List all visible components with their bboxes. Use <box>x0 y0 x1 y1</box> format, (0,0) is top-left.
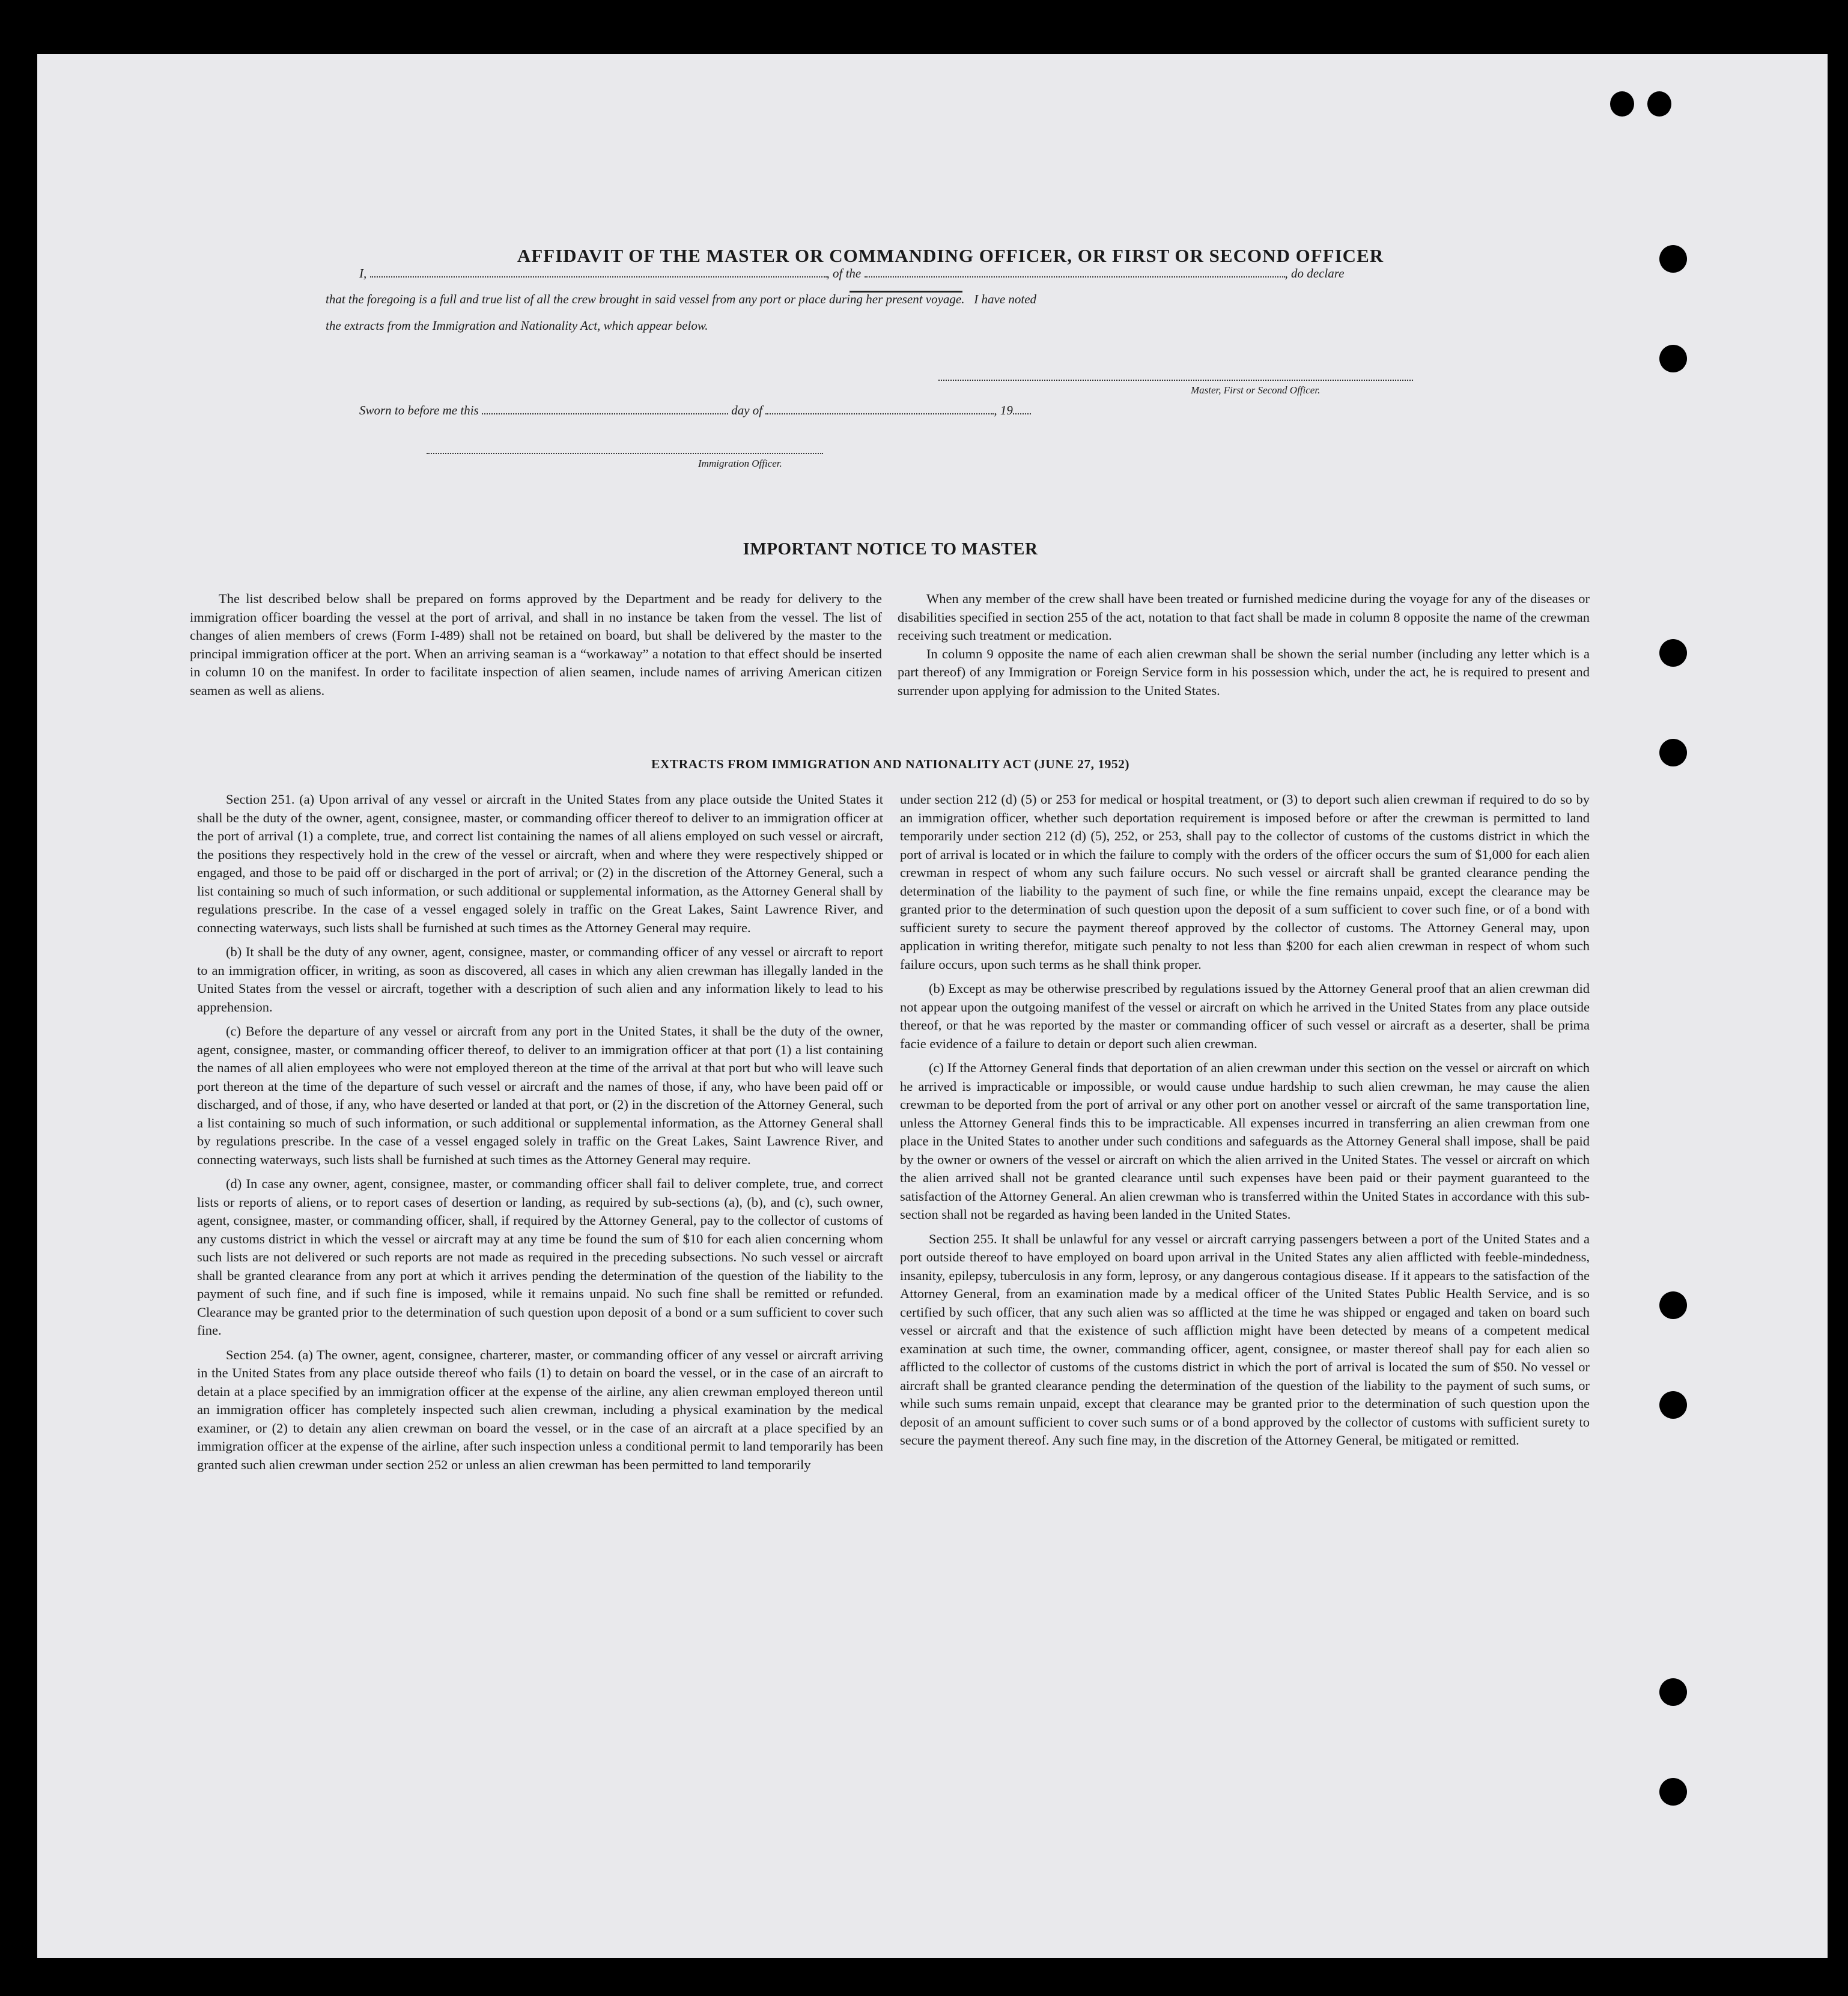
section-254-a-continued: under section 212 (d) (5) or 253 for medical or hospital treatment, or (3) to deport such alien crewman if required to do so by an immigration officer, whether such deportation requirement is imposed before or after the crewman is permitted to land temporarily under section 212 (d) (5), 252, or 253, shall pay to the collector of customs of the customs district in which the port of arrival is located or in which the failure to comply with the orders of the officer occurs the sum of $1,000 for each alien crewman in respect of whom any such failure occurs. No such vessel or aircraft shall be granted clearance pending the determination of the liability to the payment of such fine, or while the fine remains unpaid, except the clearance may be granted prior to the determination of such question upon the deposit of a sum sufficient to cover such fine, or of a bond with sufficient surety to secure the payment thereof approved by the collector of customs. The Attorney General may, upon application in writing therefor, mitigate such penalty to not less than $200 for each alien crewman in respect of whom such failure occurs, upon such terms as he shall think proper. <box>900 792 1590 972</box>
punch-hole <box>1647 91 1671 117</box>
section-254-c: (c) If the Attorney General finds that deportation of an alien crewman under this section on the vessel or aircraft on which he arrived is impracticable or impossible, or would cause undue hardship to such alien crewman, he may cause the alien crewman to be deported from the port of arrival or any other port on another vessel or aircraft of the same transportation line, unless the Attorney General finds this to be impracticable. All expenses incurred in transferring an alien crewman from one place in the United States to another under such conditions and safeguards as the Attorney General shall impose, shall be paid by the owner or owners of the vessel or aircraft on which the alien arrived in the United States. The vessel or aircraft on which the alien arrived shall not be granted clearance until such expenses have been paid or their payment guaranteed to the satisfaction of the Attorney General. An alien crewman who is transferred within the United States in accordance with this sub-section shall not be regarded as having been landed in the United States. <box>900 1060 1590 1222</box>
affidavit-i: I, <box>359 266 367 281</box>
affidavit-declare: , do declare <box>1284 266 1345 281</box>
affidavit-line-1 <box>359 265 1459 281</box>
punch-hole <box>1659 1778 1687 1806</box>
affidavit-title: AFFIDAVIT OF THE MASTER OR COMMANDING OFFICER, OR FIRST OR SECOND OFFICER <box>517 245 1384 266</box>
day-of-label: day of <box>731 403 763 417</box>
master-signature-line[interactable] <box>938 380 1413 381</box>
punch-hole <box>1659 1391 1687 1419</box>
notice-left-paragraph: The list described below shall be prepared on forms approved by the Department and be ready for delivery to the immigration officer boarding the vessel at the port of arrival, and shall in no instance be taken from the vessel. The list of changes of alien members of crews (Form I-489) shall not be retained on board, but shall be delivered by the master to the principal immigration officer at the port. When an arriving seaman is a “workaway” a notation to that effect should be inserted in column 10 on the manifest. In order to facilitate inspection of alien seamen, include names of arriving American citizen seamen as well as aliens. <box>190 591 882 698</box>
section-251-d: (d) In case any owner, agent, consignee, master, or commanding officer shall fail to deliver complete, true, and correct lists or reports of aliens, or to report cases of desertion or landing, as required by sub-sections (a), (b), and (c), such owner, agent, consignee, master, or commanding officer, shall, if required by the Attorney General, pay to the collector of customs of any customs district in which the vessel or aircraft may at any time be found the sum of $10 for each alien concerning whom such lists are not delivered or such reports are not made as required in the preceding subsections. No such vessel or aircraft shall be granted clearance from any port at which it arrives pending the determination of the question of the liability to the payment of such fine, and if such fine is imposed, while it remains unpaid. No such fine shall be remitted or refunded. Clearance may be granted prior to the determination of such question upon deposit of a bond or a sum sufficient to cover such fine. <box>197 1176 883 1338</box>
section-254-b: (b) Except as may be otherwise prescribed by regulations issued by the Attorney General proof that an alien crewman did not appear upon the outgoing manifest of the vessel or aircraft on which he arrived in the United States from any place outside thereof, or that he was reported by the master or commanding officer of such vessel or aircraft as a deserter, shall be prima facie evidence of a failure to detain or deport such alien crewman. <box>900 981 1590 1051</box>
section-254-a: Section 254. (a) The owner, agent, consignee, charterer, master, or commanding officer of any vessel or aircraft arriving in the United States from any place outside thereof who fails (1) to detain on board the vessel, or in the case of an aircraft to detain at a place specified by an immigration officer at the expense of the airline, any alien crewman employed thereon until an immigration officer has completely inspected such alien crewman, including a physical examination by the medical examiner, or (2) to detain any alien crewman on board the vessel, or in the case of an aircraft at a place specified by an immigration officer at the expense of the airline, after such inspection unless a conditional permit to land temporarily has been granted such alien crewman under section 252 or unless an alien crewman has been permitted to land temporarily <box>197 1347 883 1472</box>
sworn-label: Sworn to before me this <box>359 403 479 417</box>
year-blank[interactable] <box>1013 402 1031 414</box>
sworn-line <box>359 402 1200 418</box>
affidavit-of-the: , of the <box>826 266 862 281</box>
vessel-blank[interactable] <box>865 265 1285 278</box>
notice-right-paragraph-1: When any member of the crew shall have been treated or furnished medicine during the voyage for any of the diseases or disabilities specified in section 255 of the act, notation to that fact shall be made in column 8 opposite the name of the crewman receiving such treatment or medication. <box>898 591 1590 643</box>
document-sheet <box>37 54 1828 1958</box>
sworn-day-blank[interactable] <box>482 402 728 414</box>
master-caption: Master, First or Second Officer. <box>1191 384 1321 396</box>
notice-left-column <box>190 590 882 700</box>
punch-hole <box>1659 639 1687 667</box>
officer-signature-line[interactable] <box>427 453 823 454</box>
section-251-b: (b) It shall be the duty of any owner, agent, consignee, master, or commanding officer of any vessel or aircraft to report to an immigration officer, in writing, as soon as discovered, all cases in which any alien crewman has illegally landed in the United States from the vessel or aircraft, together with a description of such alien and any information likely to lead to his apprehension. <box>197 944 883 1015</box>
affidavit-line-2: that the foregoing is a full and true list of all the crew brought in said vessel from any port or place during her present voyage. I have noted <box>326 292 1037 306</box>
punch-hole <box>1659 1678 1687 1706</box>
section-251-c: (c) Before the departure of any vessel or aircraft from any port in the United States, it shall be the duty of the owner, agent, consignee, master, or commanding officer thereof, to deliver to an immigration officer at that port (1) a list containing the names of all alien employees who were not employed thereon at the time of the arrival at that port but who will leave such port thereon at the time of the departure of such vessel or aircraft and the names of those, if any, who have been paid off or discharged, and of those, if any, who have deserted or landed at that port, or (2) in the discretion of the Attorney General, such a list containing so much of such information, or such additional or supplemental information, as the Attorney General shall by regulations prescribe. In the case of a vessel engaged solely in traffic on the Great Lakes, Saint Lawrence River, and connecting waterways, such lists shall be furnished at such times as the Attorney General may require. <box>197 1024 883 1167</box>
affidavit-line-3: the extracts from the Immigration and Nationality Act, which appear below. <box>326 318 708 333</box>
sworn-month-blank[interactable] <box>765 402 994 414</box>
extracts-title: EXTRACTS FROM IMMIGRATION AND NATIONALITY ACT (JUNE 27, 1952) <box>651 757 1129 771</box>
extracts-right-column <box>900 790 1590 1450</box>
name-blank[interactable] <box>370 265 827 278</box>
punch-hole <box>1659 245 1687 273</box>
notice-right-column <box>898 590 1590 700</box>
notice-right-paragraph-2: In column 9 opposite the name of each alien crewman shall be shown the serial number (including any letter which is a part thereof) of any Immigration or Foreign Service form in his possession which, under the act, he is required to present and surrender upon applying for admission to the United States. <box>898 646 1590 698</box>
year-label: , 19 <box>994 403 1013 417</box>
notice-title: IMPORTANT NOTICE TO MASTER <box>743 539 1038 559</box>
extracts-left-column <box>197 790 883 1474</box>
officer-caption: Immigration Officer. <box>698 458 782 469</box>
punch-hole <box>1610 91 1634 117</box>
punch-hole <box>1659 345 1687 372</box>
section-255: Section 255. It shall be unlawful for any vessel or aircraft carrying passengers between a port of the United States and a port outside thereof to have employed on board upon arrival in the United States any alien afflicted with feeble-mindedness, insanity, epilepsy, tuberculosis in any form, leprosy, or any dangerous contagious disease. If it appears to the satisfaction of the Attorney General, from an examination made by a medical officer of the United States Public Health Service, and is so certified by such officer, that any such alien was so afflicted at the time he was shipped or engaged and taken on board such vessel or aircraft and that the existence of such affliction might have been detected by means of a competent medical examination at such time, the owner, commanding officer, agent, consignee, or master thereof shall pay for each alien so afflicted to the collector of customs of the customs district in which the port of arrival is located the sum of $50. No vessel or aircraft shall be granted clearance pending the determination of the question of the liability to the payment of such sums, or while such sums remain unpaid, except that clearance may be granted prior to the determination of such question upon the deposit of an amount sufficient to cover such sums or of a bond approved by the collector of customs with sufficient surety to secure the payment thereof. Any such fine may, in the discretion of the Attorney General, be mitigated or remitted. <box>900 1231 1590 1448</box>
section-251-a: Section 251. (a) Upon arrival of any vessel or aircraft in the United States from any place outside the United States it shall be the duty of the owner, agent, consignee, master, or commanding officer thereof to deliver to an immigration officer at the port of arrival (1) a complete, true, and correct list containing the names of all aliens employed on such vessel or aircraft, the positions they respectively hold in the crew of the vessel or aircraft, when and where they were respectively shipped or engaged, and those to be paid off or discharged in the port of arrival; or (2) in the discretion of the Attorney General, such a list containing so much of such information, or such additional or supplemental information, as the Attorney General shall by regulations prescribe. In the case of a vessel engaged solely in traffic on the Great Lakes, Saint Lawrence River, and connecting waterways, such lists shall be furnished at such times as the Attorney General may require. <box>197 792 883 935</box>
punch-hole <box>1659 1291 1687 1319</box>
